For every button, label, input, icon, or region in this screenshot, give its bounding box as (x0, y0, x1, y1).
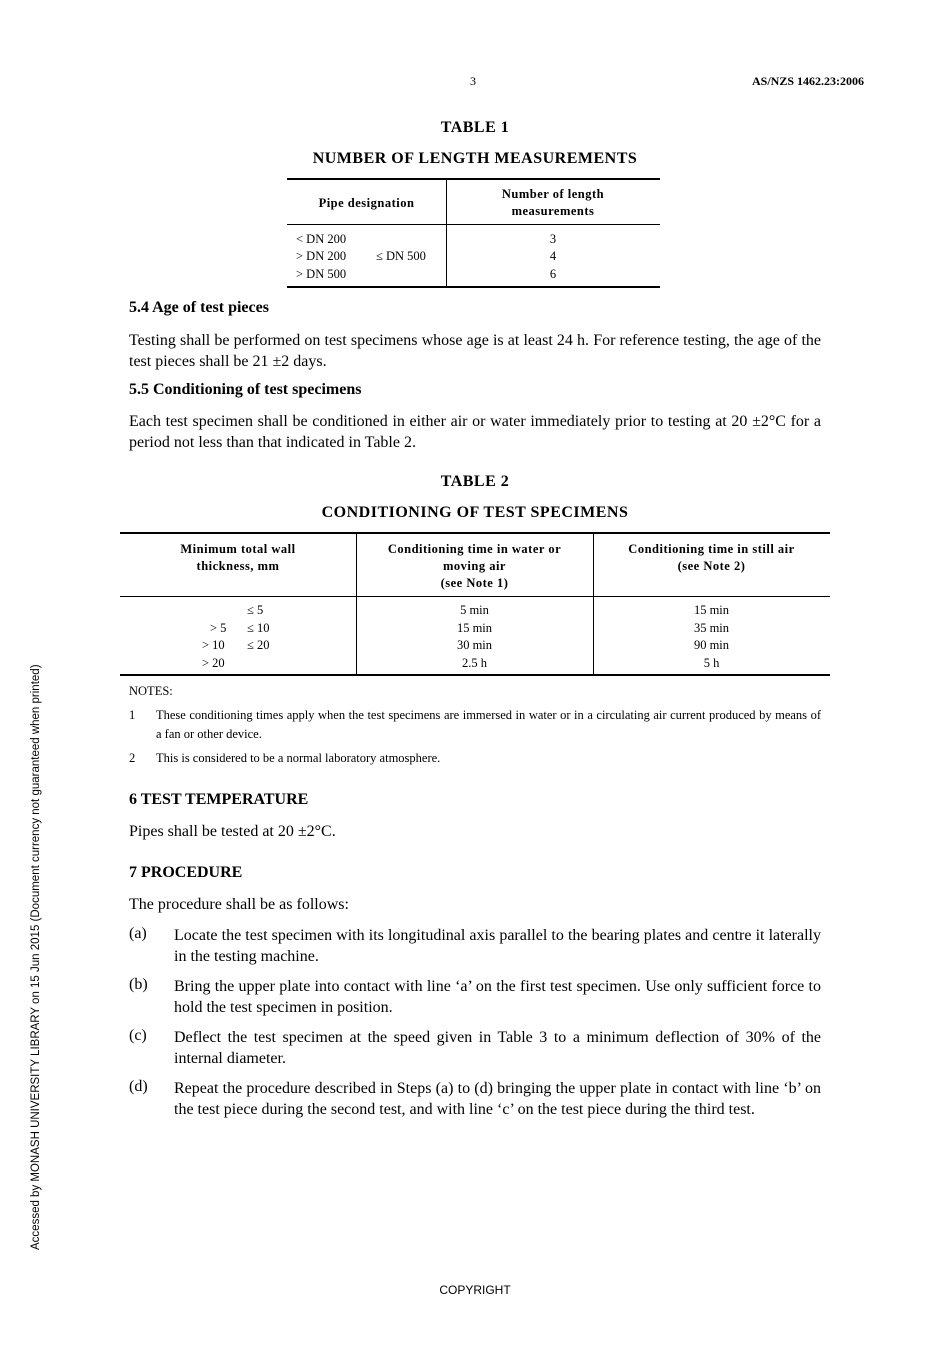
table2-row-air: 5 h (703, 656, 720, 670)
section-7-heading: 7 PROCEDURE (129, 864, 243, 881)
table1-header-pipe: Pipe designation (318, 196, 415, 210)
table1-row-count: 3 (549, 232, 557, 246)
table1-row-designation-upper: ≤ DN 500 (376, 249, 426, 263)
table1-row-designation: > DN 500 (296, 267, 347, 281)
step-label: (a) (129, 925, 147, 942)
section-5-5-heading: 5.5 Conditioning of test specimens (129, 381, 362, 398)
table2-row-air: 35 min (693, 621, 730, 635)
table1-row-count: 4 (549, 249, 557, 263)
table2-row-water: 30 min (456, 638, 493, 652)
table2-row-thickness-lower: > 5 (210, 621, 227, 635)
table2-row-air: 90 min (693, 638, 730, 652)
step-text: Bring the upper plate into contact with line ‘a’ on the first test specimen. Use only sufficient force to hold the test specimen in position. (174, 978, 821, 1016)
page-number: 3 (470, 74, 476, 88)
step-text: Deflect the test specimen at the speed given in Table 3 to a minimum deflection of 30% of the internal diameter. (174, 1029, 821, 1067)
table2-header-air-line1: Conditioning time in still air (628, 542, 795, 556)
section-7-intro: The procedure shall be as follows: (129, 896, 349, 913)
section-6-text: Pipes shall be tested at 20 ±2°C. (129, 823, 336, 840)
table1-row-count: 6 (549, 267, 557, 281)
table1-row-designation: > DN 200 (296, 249, 347, 263)
step-text: Repeat the procedure described in Steps (a) to (d) bringing the upper plate in contact with line ‘b’ on the test piece during the second test, and with line ‘c’ on the test piece during the third test. (174, 1080, 821, 1118)
table2-header-air (593, 541, 830, 575)
section-5-4-heading: 5.4 Age of test pieces (129, 299, 269, 316)
table2-row-water: 15 min (456, 621, 493, 635)
notes-heading: NOTES: (129, 684, 173, 698)
table2-header-water-line2: moving air (443, 559, 506, 573)
table1-header-count: Number of length measurements (501, 187, 605, 218)
section-5-5-text: Each test specimen shall be conditioned in either air or water immediately prior to testing at 20 ±2°C for a period not less than that indicated in Table 2. (129, 413, 821, 451)
table2-header-thickness (120, 541, 356, 575)
table2-row-thickness-upper: ≤ 10 (247, 621, 270, 635)
table2-row-thickness-upper: ≤ 5 (247, 603, 264, 617)
step-text: Locate the test specimen with its longitudinal axis parallel to the bearing plates and centre it laterally in the testing machine. (174, 927, 821, 965)
note-text: This is considered to be a normal laboratory atmosphere. (156, 751, 441, 765)
table2-row-thickness-upper: ≤ 20 (247, 638, 270, 652)
access-notice: Accessed by MONASH UNIVERSITY LIBRARY on 15 Jun 2015 (Document currency not guaranteed when printed) (30, 664, 42, 1250)
table1-title: NUMBER OF LENGTH MEASUREMENTS (312, 150, 638, 167)
standard-number: AS/NZS 1462.23:2006 (751, 74, 864, 88)
note-text: These conditioning times apply when the test specimens are immersed in water or in a circulating air current produced by means of a fan or other device. (156, 708, 821, 741)
section-6-heading: 6 TEST TEMPERATURE (129, 791, 309, 808)
table2-header-thickness-line2: thickness, mm (196, 559, 280, 573)
table2-row-air: 15 min (693, 603, 730, 617)
table2-row-thickness-lower: > 10 (202, 638, 225, 652)
table1-label: TABLE 1 (440, 119, 510, 136)
table2-row-thickness-lower: > 20 (202, 656, 225, 670)
table2-title: CONDITIONING OF TEST SPECIMENS (321, 504, 629, 521)
table2-header-air-line2: (see Note 2) (677, 559, 746, 573)
section-5-4-text: Testing shall be performed on test specimens whose age is at least 24 h. For reference testing, the age of the test pieces shall be 21 ±2 days. (129, 332, 821, 370)
step-label: (d) (129, 1078, 148, 1095)
copyright-footer: COPYRIGHT (439, 1283, 511, 1297)
table1-row-designation: < DN 200 (296, 232, 347, 246)
note-number: 1 (129, 708, 136, 722)
table2-header-thickness-line1: Minimum total wall (180, 542, 296, 556)
table2-row-water: 2.5 h (462, 656, 487, 670)
note-number: 2 (129, 751, 136, 765)
step-label: (b) (129, 976, 148, 993)
table2-row-water: 5 min (460, 603, 489, 617)
table2-label: TABLE 2 (440, 473, 510, 490)
step-label: (c) (129, 1027, 147, 1044)
table2-header-water-line1: Conditioning time in water or (387, 542, 562, 556)
table2-header-water (356, 541, 593, 592)
table2-header-water-line3: (see Note 1) (440, 576, 509, 590)
